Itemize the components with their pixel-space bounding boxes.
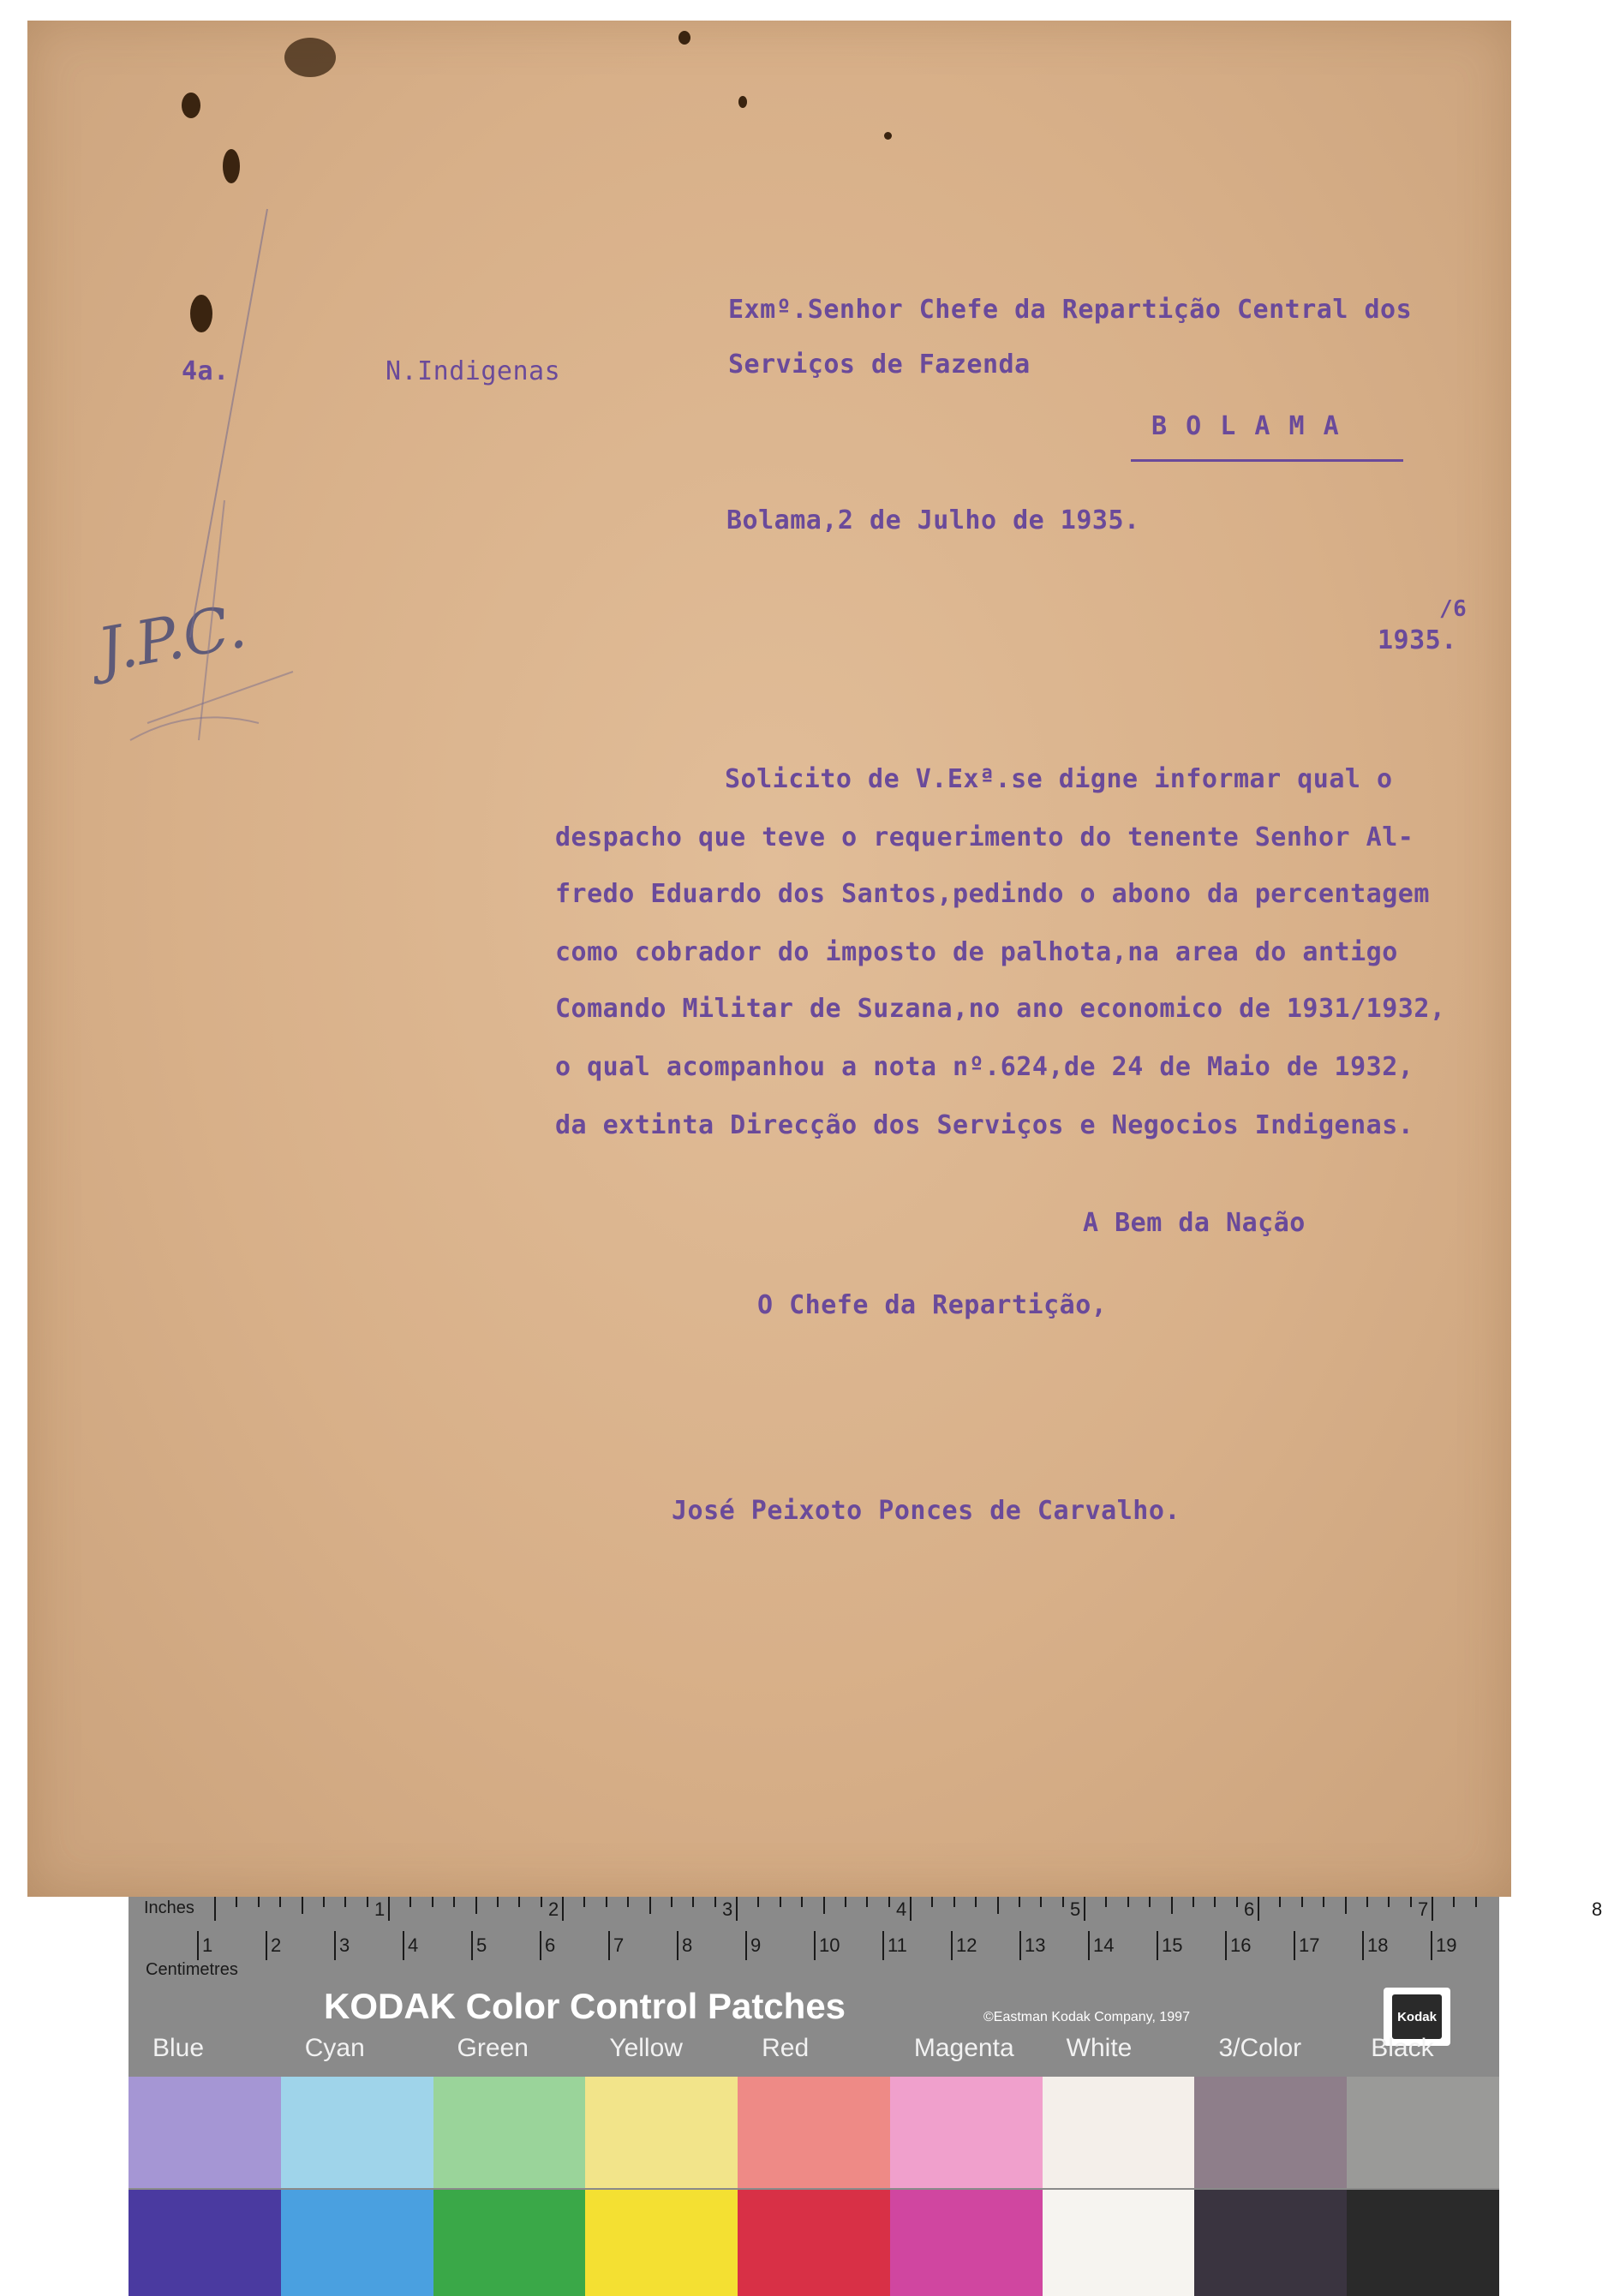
- color-patch: [585, 2077, 738, 2188]
- ruler-tick: [1019, 1931, 1021, 1960]
- ink-stain: [182, 93, 200, 118]
- ruler-tick: [997, 1897, 999, 1914]
- cm-number: 4: [408, 1934, 419, 1956]
- cm-number: 13: [1025, 1934, 1046, 1956]
- patch-label: Green: [457, 2034, 529, 2062]
- color-patch: [281, 2190, 433, 2296]
- cm-number: 1: [202, 1934, 213, 1956]
- ruler-tick: [1432, 1897, 1433, 1921]
- color-patch: [1194, 2077, 1347, 2188]
- ruler-tick: [388, 1897, 390, 1921]
- ruler-tick: [1019, 1897, 1020, 1907]
- color-patch: [1043, 2077, 1195, 2188]
- color-patch: [1347, 2190, 1499, 2296]
- ruler-tick: [540, 1931, 541, 1960]
- inch-number: 8: [1592, 1898, 1602, 1920]
- ruler-tick: [583, 1897, 585, 1907]
- color-patch: [585, 2190, 738, 2296]
- reference-year: 1935.: [1378, 625, 1457, 655]
- ink-stain: [678, 31, 690, 45]
- cm-number: 19: [1436, 1934, 1457, 1956]
- cm-number: 8: [682, 1934, 693, 1956]
- inch-number: 7: [1418, 1898, 1429, 1920]
- ruler-tick: [1301, 1897, 1303, 1907]
- ruler-tick: [1040, 1897, 1042, 1907]
- ruler-tick: [1088, 1931, 1090, 1960]
- inch-number: 1: [374, 1898, 386, 1920]
- ruler-tick: [236, 1897, 237, 1907]
- inch-number: 2: [548, 1898, 559, 1920]
- ruler-tick: [197, 1931, 199, 1960]
- ruler-tick: [801, 1897, 803, 1907]
- kodak-title: KODAK Color Control Patches: [324, 1986, 846, 2026]
- cm-number: 7: [613, 1934, 625, 1956]
- color-patches-top: [129, 2077, 1499, 2188]
- ruler-tick: [780, 1897, 781, 1907]
- color-patch: [890, 2190, 1043, 2296]
- ruler-tick: [214, 1897, 216, 1921]
- ruler-tick: [1084, 1897, 1085, 1921]
- city-underline: [1131, 459, 1403, 462]
- ink-stain: [284, 38, 336, 77]
- inch-number: 6: [1244, 1898, 1255, 1920]
- reference-suffix: /6: [1439, 596, 1468, 622]
- ruler-tick: [692, 1897, 694, 1907]
- ruler-tick: [608, 1931, 610, 1960]
- inches-label: Inches: [144, 1898, 194, 1917]
- signoff: O Chefe da Repartição,: [757, 1290, 1108, 1320]
- ruler-tick: [1157, 1931, 1158, 1960]
- body-line: Comando Militar de Suzana,no ano economico de 1931/1932,: [555, 994, 1446, 1024]
- ruler-tick: [1193, 1897, 1194, 1907]
- ruler-tick: [745, 1931, 747, 1960]
- ruler-tick: [344, 1897, 346, 1907]
- ruler-tick: [279, 1897, 281, 1907]
- ruler-tick: [1323, 1897, 1324, 1907]
- cm-number: 16: [1230, 1934, 1252, 1956]
- cm-number: 17: [1299, 1934, 1320, 1956]
- ruler-tick: [1410, 1897, 1412, 1907]
- ruler-tick: [432, 1897, 433, 1907]
- ruler-tick: [1431, 1931, 1432, 1960]
- ruler-tick: [518, 1897, 520, 1907]
- ruler-tick: [606, 1897, 607, 1907]
- ruler-tick: [1171, 1897, 1173, 1914]
- kodak-copyright: ©Eastman Kodak Company, 1997: [983, 2010, 1190, 2024]
- ruler-tick: [541, 1897, 542, 1907]
- body-line: o qual acompanhou a nota nº.624,de 24 de Maio de 1932,: [555, 1052, 1414, 1082]
- patch-label: Blue: [152, 2034, 205, 2062]
- ruler-tick: [736, 1897, 738, 1921]
- ruler-tick: [453, 1897, 455, 1907]
- ruler-tick: [334, 1931, 336, 1960]
- inch-number: 4: [896, 1898, 907, 1920]
- ruler-tick: [302, 1897, 303, 1914]
- color-patch: [738, 2077, 890, 2188]
- ruler-tick: [1366, 1897, 1368, 1907]
- ruler-tick: [888, 1897, 890, 1907]
- cm-number: 14: [1093, 1934, 1115, 1956]
- ruler-tick: [471, 1931, 473, 1960]
- ruler-tick: [814, 1931, 816, 1960]
- pencil-strokes: [96, 192, 353, 963]
- body-line: como cobrador do imposto de palhota,na area do antigo: [555, 937, 1398, 967]
- patch-label: White: [1066, 2034, 1133, 2062]
- inch-number: 5: [1070, 1898, 1081, 1920]
- ruler-tick: [671, 1897, 672, 1907]
- ruler-tick: [1127, 1897, 1129, 1907]
- ruler-tick: [1362, 1931, 1364, 1960]
- body-line: da extinta Direcção dos Serviços e Negocios Indigenas.: [555, 1110, 1414, 1140]
- addressee-line-2: Serviços de Fazenda: [728, 350, 1031, 380]
- ruler-tick: [1236, 1897, 1238, 1907]
- ruler-tick: [714, 1897, 716, 1907]
- color-patch: [1194, 2190, 1347, 2296]
- measurement-ruler: [129, 1897, 1602, 1982]
- color-patches-bottom: [129, 2190, 1499, 2296]
- closing: A Bem da Nação: [1083, 1208, 1306, 1238]
- ruler-tick: [845, 1897, 846, 1907]
- ink-stain: [223, 149, 240, 183]
- patch-label: Yellow: [609, 2034, 683, 2062]
- ruler-tick: [1388, 1897, 1390, 1907]
- color-patch: [433, 2077, 586, 2188]
- color-patch: [433, 2190, 586, 2296]
- kodak-logo-text: Kodak: [1392, 1994, 1442, 2039]
- cm-number: 15: [1162, 1934, 1183, 1956]
- color-patch: [129, 2077, 281, 2188]
- ruler-tick: [1105, 1897, 1107, 1907]
- ruler-tick: [1214, 1897, 1216, 1907]
- header-left-department: N.Indigenas: [386, 356, 561, 386]
- body-line: Solicito de V.Exª.se digne informar qual o: [725, 764, 1393, 794]
- ruler-tick: [627, 1897, 629, 1907]
- addressee-city: B O L A M A: [1151, 411, 1341, 441]
- patch-label: Black: [1371, 2034, 1434, 2062]
- ruler-tick: [931, 1897, 933, 1907]
- ruler-tick: [1225, 1931, 1227, 1960]
- ruler-tick: [975, 1897, 977, 1907]
- handwritten-initials: J.P.C.: [93, 590, 252, 686]
- color-patch: [738, 2190, 890, 2296]
- body-line: fredo Eduardo dos Santos,pedindo o abono da percentagem: [555, 879, 1430, 909]
- ruler-tick: [1475, 1897, 1477, 1907]
- ruler-tick: [562, 1897, 564, 1921]
- ruler-tick: [266, 1931, 267, 1960]
- ink-stain: [738, 96, 747, 108]
- cm-number: 12: [956, 1934, 977, 1956]
- ruler-tick: [882, 1931, 884, 1960]
- color-patch: [1347, 2077, 1499, 2188]
- cm-number: 18: [1367, 1934, 1389, 1956]
- ruler-tick: [1345, 1897, 1347, 1914]
- ruler-tick: [1279, 1897, 1281, 1907]
- ruler-tick: [409, 1897, 411, 1907]
- ruler-tick: [757, 1897, 759, 1907]
- ruler-tick: [1258, 1897, 1259, 1921]
- ruler-tick: [677, 1931, 678, 1960]
- ruler-tick: [323, 1897, 325, 1907]
- header-left-number: 4a.: [182, 356, 230, 386]
- cm-number: 11: [888, 1934, 907, 1956]
- ruler-tick: [953, 1897, 955, 1907]
- ruler-tick: [910, 1897, 912, 1921]
- centimetres-label: Centimetres: [146, 1960, 238, 1979]
- ruler-tick: [1062, 1897, 1064, 1907]
- ruler-tick: [403, 1931, 404, 1960]
- ruler-tick: [649, 1897, 651, 1914]
- patch-label: Red: [762, 2034, 810, 2062]
- patch-label: 3/Color: [1218, 2034, 1302, 2062]
- color-patch: [281, 2077, 433, 2188]
- cm-number: 5: [476, 1934, 487, 1956]
- signature: José Peixoto Ponces de Carvalho.: [672, 1496, 1181, 1526]
- ink-stain: [884, 132, 892, 140]
- ruler-tick: [1453, 1897, 1455, 1907]
- ruler-tick: [1294, 1931, 1295, 1960]
- cm-number: 10: [819, 1934, 840, 1956]
- ruler-tick: [497, 1897, 499, 1907]
- ruler-tick: [367, 1897, 368, 1907]
- ruler-tick: [1149, 1897, 1151, 1907]
- ruler-tick: [951, 1931, 953, 1960]
- cm-number: 2: [271, 1934, 282, 1956]
- inch-number: 3: [722, 1898, 733, 1920]
- ruler-tick: [823, 1897, 825, 1914]
- ruler-tick: [258, 1897, 260, 1907]
- kodak-color-target: [129, 1897, 1602, 2296]
- cm-number: 9: [750, 1934, 762, 1956]
- color-patch: [129, 2190, 281, 2296]
- patch-label: Magenta: [913, 2034, 1014, 2062]
- letter-page: [27, 21, 1511, 1897]
- ruler-tick: [475, 1897, 477, 1914]
- ruler-tick: [866, 1897, 868, 1907]
- cm-number: 3: [339, 1934, 350, 1956]
- body-line: despacho que teve o requerimento do tenente Senhor Al-: [555, 822, 1414, 852]
- cm-number: 6: [545, 1934, 556, 1956]
- patch-label: Cyan: [304, 2034, 365, 2062]
- date-line: Bolama,2 de Julho de 1935.: [726, 505, 1140, 535]
- color-patch: [890, 2077, 1043, 2188]
- addressee-line-1: Exmº.Senhor Chefe da Repartição Central dos: [728, 295, 1413, 325]
- color-patch: [1043, 2190, 1195, 2296]
